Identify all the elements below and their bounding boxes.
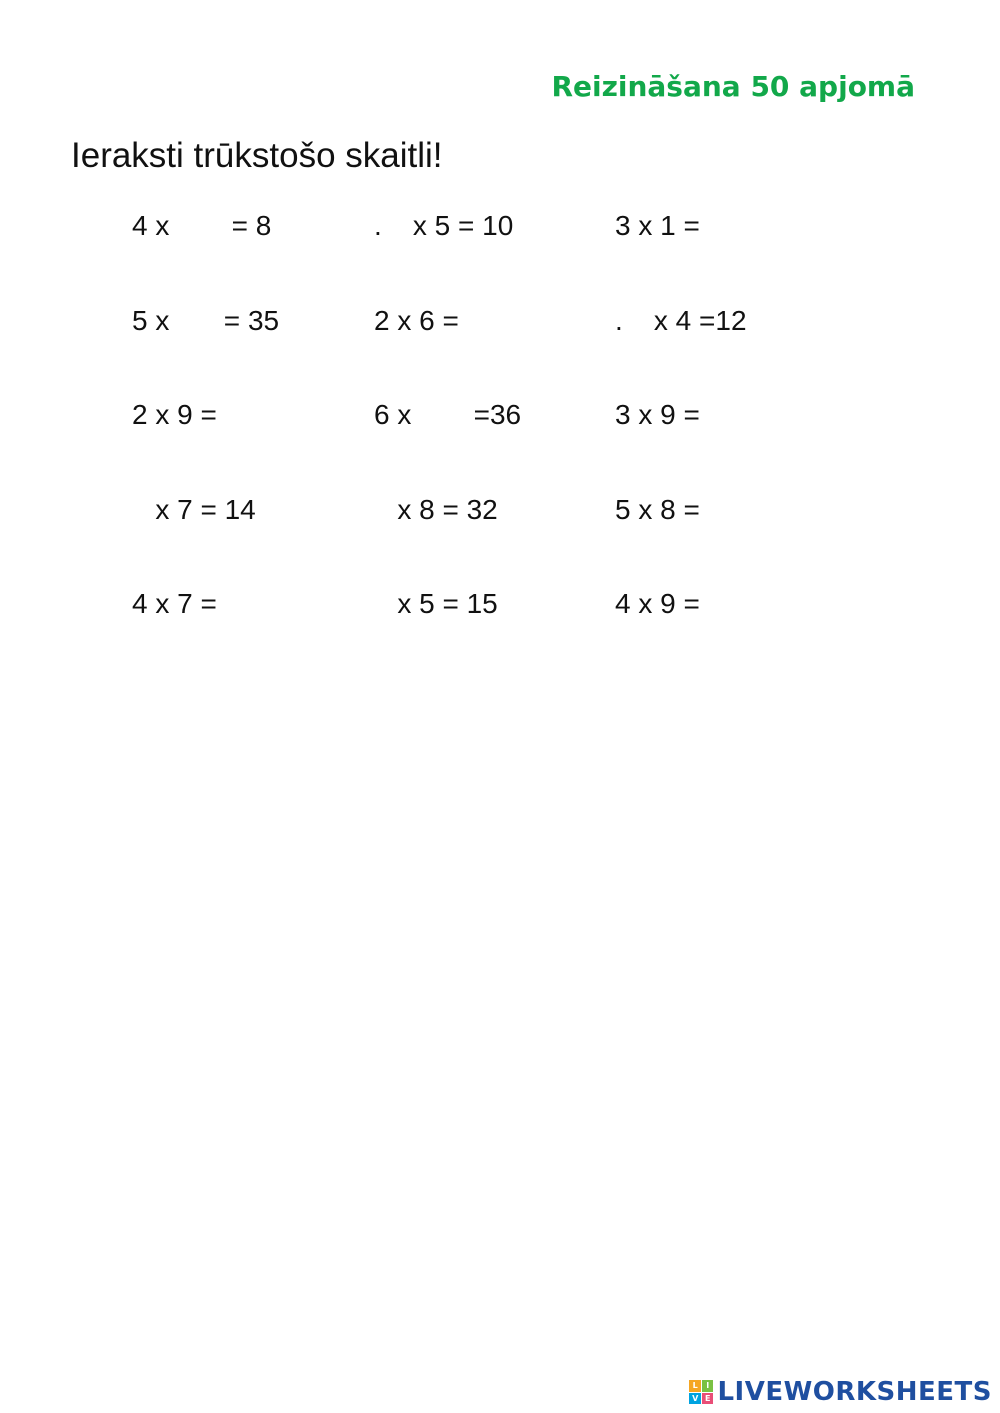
logo-letter: V — [689, 1393, 701, 1405]
logo-letter: I — [702, 1380, 714, 1392]
logo-letter: L — [689, 1380, 701, 1392]
exercise-item: 5 x 8 = — [615, 494, 700, 525]
exercise-item: 4 x 7 = — [132, 588, 217, 619]
worksheet-title: Reizināšana 50 apjomā — [551, 70, 915, 103]
liveworksheets-logo-text: LIVEWORKSHEETS — [717, 1377, 992, 1407]
exercise-item: 2 x 9 = — [132, 399, 217, 430]
exercise-item: 6 x =36 — [374, 399, 522, 430]
exercise-item: x 5 = 15 — [374, 588, 498, 619]
liveworksheets-logo-icon — [689, 1380, 713, 1404]
exercise-item: 5 x = 35 — [132, 305, 280, 336]
exercise-item: 3 x 9 = — [615, 399, 700, 430]
exercise-item: 4 x = 8 — [132, 210, 272, 241]
exercise-item: 3 x 1 = — [615, 210, 700, 241]
logo-letter: E — [702, 1393, 714, 1405]
exercise-item: 4 x 9 = — [615, 588, 700, 619]
instruction-text: Ieraksti trūkstošo skaitli! — [71, 136, 443, 175]
exercise-item: . x 4 =12 — [615, 305, 747, 336]
exercise-item: x 8 = 32 — [374, 494, 498, 525]
liveworksheets-logo — [689, 1377, 992, 1407]
exercise-item: 2 x 6 = — [374, 305, 459, 336]
exercise-item: x 7 = 14 — [132, 494, 256, 525]
exercise-item: . x 5 = 10 — [374, 210, 514, 241]
exercise-grid — [0, 0, 1000, 700]
